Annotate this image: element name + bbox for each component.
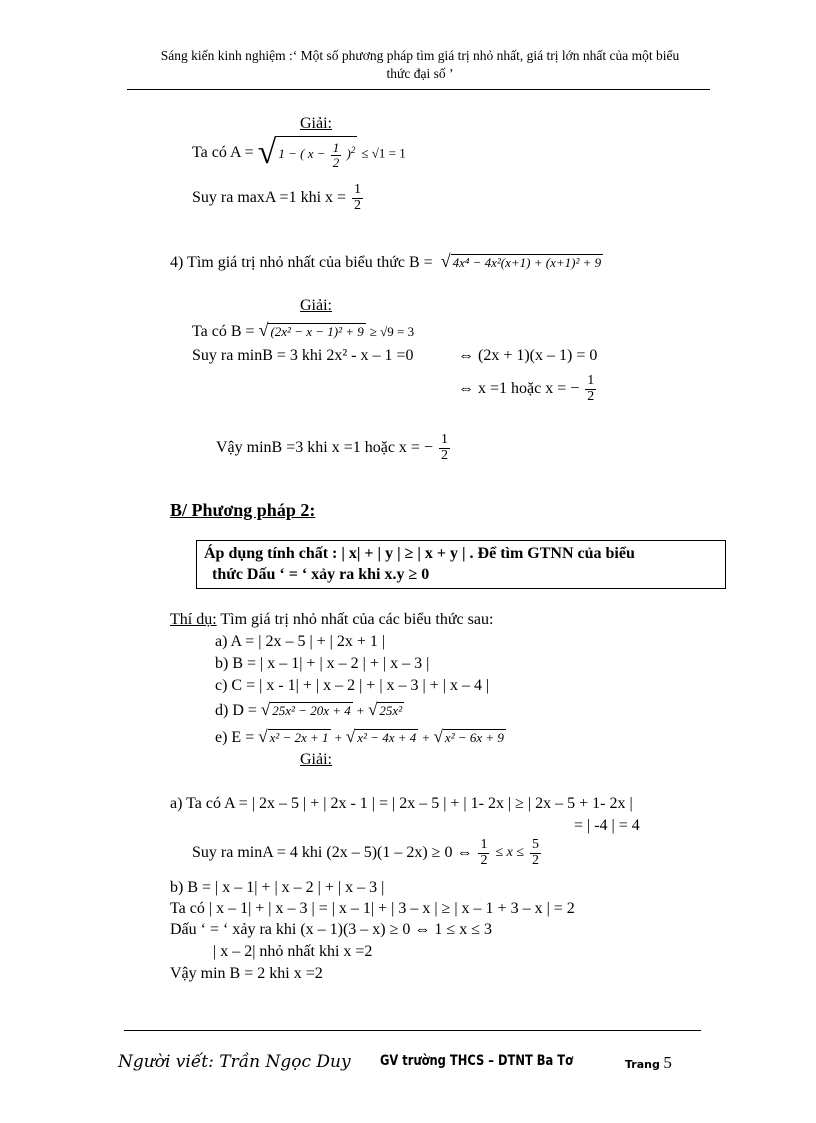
conclusion-b-line: Vậy minB =3 khi x =1 hoặc x = − $\frac{1}{2}$ xyxy=(216,432,448,463)
giai-heading-3: Giải: xyxy=(300,115,332,132)
example-item-e: e) E = √ x² − 2x + 1 + √ x² − 4x + 4 + √ x² − 6x + 9 xyxy=(215,727,504,746)
fraction-half: $\frac{1}{2}$ xyxy=(440,432,448,463)
header-rule xyxy=(127,89,710,90)
ta-co-a-line: Ta có A = √ 1 − ( x − $\frac{1}{2}$ )$^2$ ≤ √1 = 1 xyxy=(192,134,406,171)
solution-b-line-2: Ta có | x – 1| + | x – 3 | = | x – 1| + | 3 – x | ≥ | x – 1 + 3 – x | = 2 xyxy=(170,900,575,917)
problem-4-statement: 4) Tìm giá trị nhỏ nhất của biểu thức B = √ 4x⁴ − 4x²(x+1) + (x+1)² + 9 xyxy=(170,251,602,271)
solution-b-line-4: | x – 2| nhỏ nhất khi x =2 xyxy=(213,943,373,960)
fraction-half: $\frac{1}{2}$ xyxy=(480,837,488,868)
footer-school: GV trường THCS – DTNT Ba Tơ xyxy=(380,1053,573,1069)
footer-rule xyxy=(124,1030,701,1031)
problem-4-radicand: 4x⁴ − 4x²(x+1) + (x+1)² + 9 xyxy=(452,255,602,270)
footer-author: Người viết: Trần Ngọc Duy xyxy=(118,1052,351,1072)
page-label: Trang xyxy=(625,1058,660,1071)
sqrt-symbol: √ xyxy=(368,700,378,719)
solution-b-line-1: b) B = | x – 1| + | x – 2 | + | x – 3 | xyxy=(170,879,385,896)
solution-a-min: Suy ra minA = 4 khi (2x – 5)(1 – 2x) ≥ 0 ⇔ $\frac{1}{2}$ ≤ x ≤ $\frac{5}{2}$ xyxy=(192,837,540,868)
solution-a-line-2: = | -4 | = 4 xyxy=(574,817,640,834)
giai-heading-4: Giải: xyxy=(300,297,332,314)
header-line-1: Sáng kiến kinh nghiệm :‘ Một số phương pháp tìm giá trị nhỏ nhất, giá trị lớn nhất của một biểu xyxy=(160,48,680,63)
example-item-b: b) B = | x – 1| + | x – 2 | + | x – 3 | xyxy=(215,655,430,672)
sqrt-symbol: √ xyxy=(440,251,451,271)
section-b-title: B/ Phương pháp 2: xyxy=(170,500,316,520)
a-radicand: 1 − ( x − $\frac{1}{2}$ )$^2$ xyxy=(276,136,357,169)
sqrt-symbol: √ xyxy=(433,727,443,746)
header-line-2: thức đại số ’ xyxy=(386,66,454,82)
property-line-2: thức Dấu ‘ = ‘ xảy ra khi x.y ≥ 0 xyxy=(212,566,430,583)
equivalence-2: ⇔ x =1 hoặc x = − $\frac{1}{2}$ xyxy=(458,373,595,404)
fraction-half: $\frac{1}{2}$ xyxy=(332,140,340,170)
footer-page xyxy=(625,1053,672,1073)
sqrt-symbol: √ xyxy=(258,727,268,746)
sqrt-symbol: √ xyxy=(345,727,356,746)
fraction-five-halves: $\frac{5}{2}$ xyxy=(532,837,540,868)
page-number: 5 xyxy=(663,1053,672,1072)
equivalence-1: ⇔ (2x + 1)(x – 1) = 0 xyxy=(458,347,598,364)
sqrt-symbol: √ xyxy=(260,700,271,719)
fraction-half: $\frac{1}{2}$ xyxy=(354,182,362,213)
example-label: Thí dụ: xyxy=(170,611,217,628)
example-item-d: d) D = √ 25x² − 20x + 4 + √ 25x² xyxy=(215,700,403,719)
example-item-a: a) A = | 2x – 5 | + | 2x + 1 | xyxy=(215,633,386,650)
page-header xyxy=(120,47,720,83)
sqrt-symbol: √ xyxy=(258,320,269,340)
solution-b-line-5: Vậy min B = 2 khi x =2 xyxy=(170,965,323,982)
property-line-1: Áp dụng tính chất : | x| + | y | ≥ | x + y | . Để tìm GTNN của biểu xyxy=(204,545,635,562)
ta-co-b-line: Ta có B = √ (2x² − x − 1)² + 9 ≥ √9 = 3 xyxy=(192,320,415,340)
example-item-c: c) C = | x - 1| + | x – 2 | + | x – 3 | + | x – 4 | xyxy=(215,677,490,694)
giai-heading-example: Giải: xyxy=(300,751,332,768)
min-b-line: Suy ra minB = 3 khi 2x² - x – 1 =0 xyxy=(192,347,414,364)
max-a-line: Suy ra maxA =1 khi x = $\frac{1}{2}$ xyxy=(192,182,362,213)
solution-b-line-3: Dấu ‘ = ‘ xảy ra khi (x – 1)(3 – x) ≥ 0 ⇔ 1 ≤ x ≤ 3 xyxy=(170,921,492,938)
sqrt-symbol: √ xyxy=(257,134,277,171)
example-intro: Thí dụ: Tìm giá trị nhỏ nhất của các biểu thức sau: xyxy=(170,611,494,628)
fraction-half: $\frac{1}{2}$ xyxy=(587,373,595,404)
solution-a-line-1: a) Ta có A = | 2x – 5 | + | 2x - 1 | = | 2x – 5 | + | 1- 2x | ≥ | 2x – 5 + 1- 2x | xyxy=(170,795,633,812)
b-radicand: (2x² − x − 1)² + 9 xyxy=(270,324,364,339)
